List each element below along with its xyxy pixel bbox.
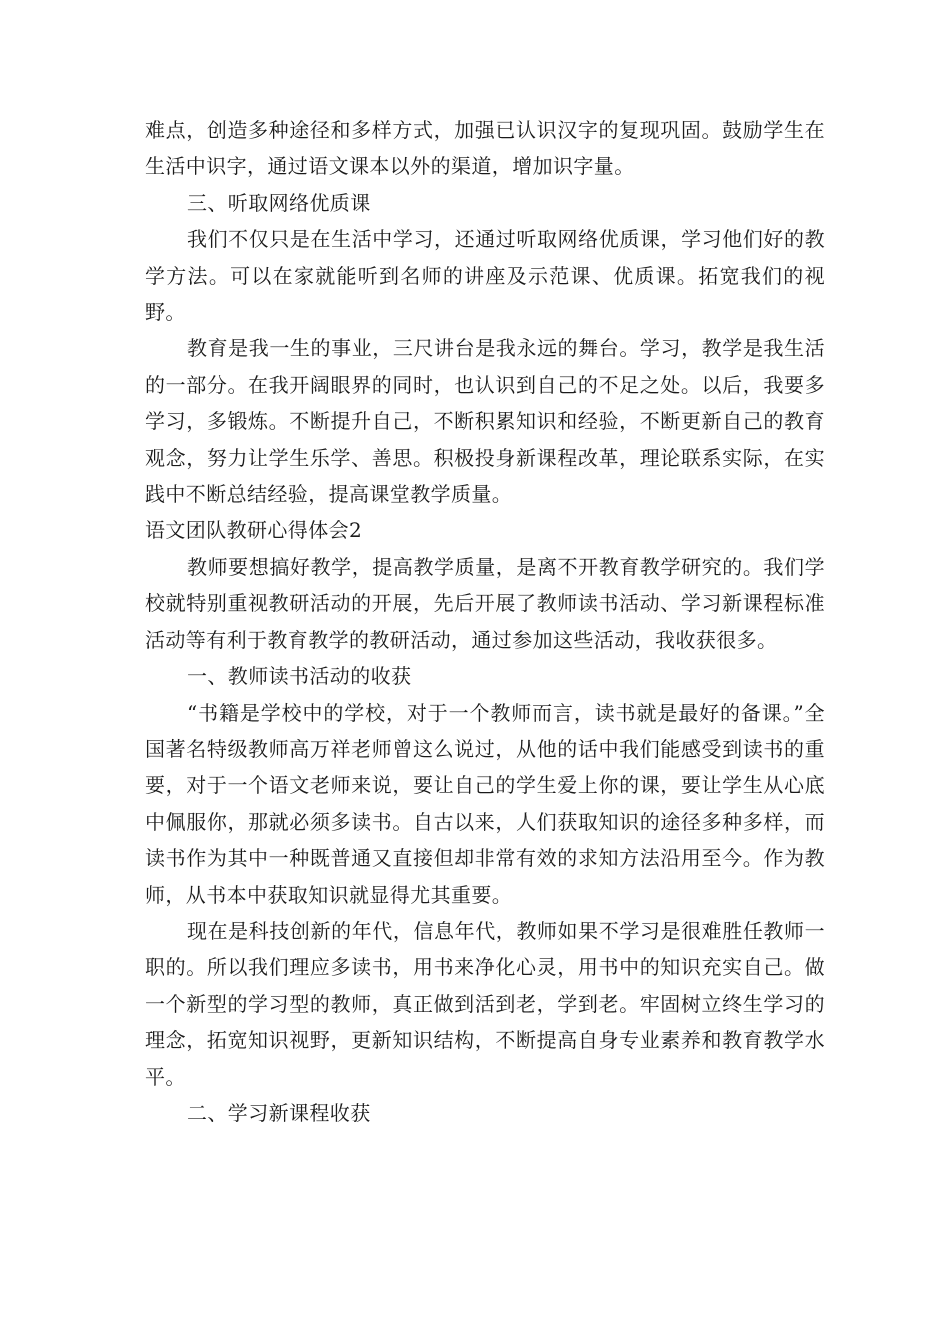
paragraph: 教师要想搞好教学，提高教学质量，是离不开教育教学研究的。我们学校就特别重视教研活动的开展，先后开展了教师读书活动、学习新课程标准活动等有利于教育教学的教研活动，通过参加这些活动，我收获很多。 — [145, 554, 825, 652]
paragraph: 现在是科技创新的年代，信息年代，教师如果不学习是很难胜任教师一职的。所以我们理应多读书，用书来净化心灵，用书中的知识充实自己。做一个新型的学习型的教师，真正做到活到老，学到老。牢固树立终生学习的理念，拓宽知识视野，更新知识结构，不断提高自身专业素养和教育教学水平。 — [145, 918, 825, 1089]
paragraph: 教育是我一生的事业，三尺讲台是我永远的舞台。学习，教学是我生活的一部分。在我开阔眼界的同时，也认识到自己的不足之处。以后，我要多学习，多锻炼。不断提升自己，不断积累知识和经验，不断更新自己的教育观念，努力让学生乐学、善思。积极投身新课程改革，理论联系实际，在实践中不断总结经验，提高课堂教学质量。 — [145, 336, 825, 507]
document-title: 语文团队教研心得体会2 — [145, 518, 363, 543]
paragraph-continued: 难点，创造多种途径和多样方式，加强已认识汉字的复现巩固。鼓励学生在生活中识字，通过语文课本以外的渠道，增加识字量。 — [145, 118, 825, 179]
section-heading-3: 三、听取网络优质课 — [187, 190, 371, 215]
section-heading-2: 二、学习新课程收获 — [187, 1100, 371, 1125]
document-page — [145, 112, 825, 1131]
paragraph: “书籍是学校中的学校，对于一个教师而言，读书就是最好的备课。”全国著名特级教师高万祥老师曾这么说过，从他的话中我们能感受到读书的重要，对于一个语文老师来说，要让自己的学生爱上你的课，要让学生从心底中佩服你，那就必须多读书。自古以来，人们获取知识的途径多种多样，而读书作为其中一种既普通又直接但却非常有效的求知方法沿用至今。作为教师，从书本中获取知识就显得尤其重要。 — [145, 700, 825, 907]
paragraph: 我们不仅只是在生活中学习，还通过听取网络优质课，学习他们好的教学方法。可以在家就能听到名师的讲座及示范课、优质课。拓宽我们的视野。 — [145, 227, 825, 325]
section-heading-1: 一、教师读书活动的收获 — [187, 664, 412, 689]
